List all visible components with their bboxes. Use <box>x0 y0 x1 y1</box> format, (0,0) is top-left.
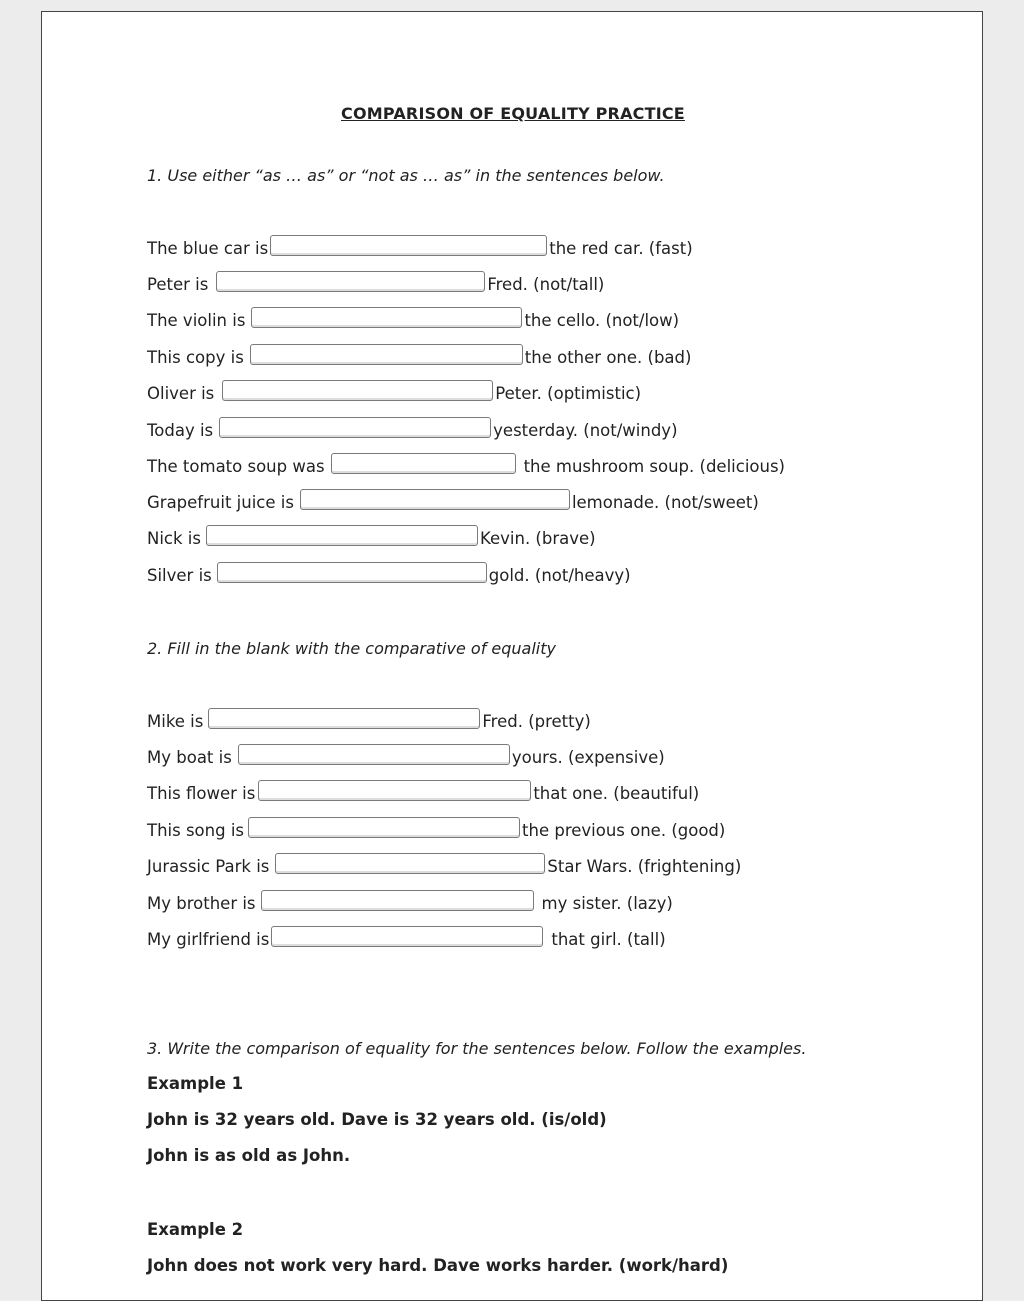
example1-label: Example 1 <box>147 1074 244 1093</box>
s1-row-pre: Oliver is <box>147 383 215 403</box>
s1-row-post: lemonade. (not/sweet) <box>571 492 759 512</box>
s2-row-pre: Jurassic Park is <box>147 856 270 876</box>
answer-blank[interactable] <box>300 489 570 510</box>
section3-instruction: 3. Write the comparison of equality for the sentences below. Follow the examples. <box>147 1039 807 1058</box>
s1-row <box>147 272 604 296</box>
s2-row-pre: My girlfriend is <box>147 929 270 949</box>
page-title: COMPARISON OF EQUALITY PRACTICE <box>341 104 685 123</box>
s1-row-pre: Silver is <box>147 565 212 585</box>
answer-blank[interactable] <box>275 853 545 874</box>
s2-row-post: that girl. (tall) <box>551 929 666 949</box>
s1-row <box>147 381 641 405</box>
answer-blank[interactable] <box>206 525 478 546</box>
s1-row <box>147 236 693 260</box>
s2-row-pre: My brother is <box>147 893 256 913</box>
answer-blank[interactable] <box>222 380 493 401</box>
s1-row-post: Fred. (not/tall) <box>487 274 605 294</box>
answer-blank[interactable] <box>208 708 480 729</box>
s1-row-post: the red car. (fast) <box>549 238 693 258</box>
s1-row-post: the mushroom soup. (delicious) <box>523 456 785 476</box>
s1-row <box>147 563 631 587</box>
s1-row-pre: Today is <box>147 420 214 440</box>
answer-blank[interactable] <box>219 417 491 438</box>
s1-row <box>147 526 596 550</box>
section1-instruction: 1. Use either “as … as” or “not as … as” in the sentences below. <box>147 166 665 185</box>
s2-row <box>147 891 673 915</box>
s1-row-pre: The blue car is <box>147 238 269 258</box>
s1-row-post: the other one. (bad) <box>524 347 692 367</box>
s2-row-post: my sister. (lazy) <box>541 893 673 913</box>
s2-row <box>147 927 666 951</box>
s1-row <box>147 454 785 478</box>
s1-row-post: Kevin. (brave) <box>479 528 596 548</box>
answer-blank[interactable] <box>217 562 487 583</box>
section2-instruction: 2. Fill in the blank with the comparative of equality <box>147 639 556 658</box>
s1-row-pre: Peter is <box>147 274 209 294</box>
s2-row-pre: Mike is <box>147 711 204 731</box>
s1-row-pre: Grapefruit juice is <box>147 492 294 512</box>
answer-blank[interactable] <box>248 817 520 838</box>
s2-row <box>147 854 741 878</box>
answer-blank[interactable] <box>331 453 516 474</box>
s2-row-pre: This flower is <box>147 783 256 803</box>
s1-row <box>147 490 759 514</box>
s1-row <box>147 418 678 442</box>
answer-blank[interactable] <box>258 780 531 801</box>
example2-prompt: John does not work very hard. Dave works harder. (work/hard) <box>147 1256 729 1275</box>
s1-row-pre: The violin is <box>147 310 246 330</box>
example1-answer: John is as old as John. <box>147 1146 351 1165</box>
s2-row-pre: This song is <box>147 820 245 840</box>
s2-row-post: that one. (beautiful) <box>533 783 700 803</box>
s2-row <box>147 781 699 805</box>
worksheet-page <box>41 11 983 1301</box>
answer-blank[interactable] <box>216 271 485 292</box>
s1-row-pre: The tomato soup was <box>147 456 325 476</box>
answer-blank[interactable] <box>270 235 547 256</box>
s2-row-post: Fred. (pretty) <box>482 711 591 731</box>
s1-row-post: gold. (not/heavy) <box>488 565 631 585</box>
s1-row <box>147 345 691 369</box>
answer-blank[interactable] <box>250 344 523 365</box>
s2-row <box>147 709 591 733</box>
s1-row-pre: This copy is <box>147 347 244 367</box>
s2-row-post: yours. (expensive) <box>511 747 665 767</box>
answer-blank[interactable] <box>238 744 510 765</box>
s1-row-post: yesterday. (not/windy) <box>493 420 678 440</box>
example2-label: Example 2 <box>147 1220 244 1239</box>
s1-row-post: Peter. (optimistic) <box>495 383 642 403</box>
example1-prompt: John is 32 years old. Dave is 32 years old. (is/old) <box>147 1110 607 1129</box>
s1-row <box>147 308 679 332</box>
s2-row <box>147 745 665 769</box>
s2-row-post: Star Wars. (frightening) <box>547 856 742 876</box>
s2-row-post: the previous one. (good) <box>522 820 726 840</box>
s1-row-pre: Nick is <box>147 528 201 548</box>
s2-row <box>147 818 725 842</box>
s1-row-post: the cello. (not/low) <box>524 310 680 330</box>
answer-blank[interactable] <box>271 926 543 947</box>
s2-row-pre: My boat is <box>147 747 232 767</box>
answer-blank[interactable] <box>261 890 534 911</box>
answer-blank[interactable] <box>251 307 522 328</box>
